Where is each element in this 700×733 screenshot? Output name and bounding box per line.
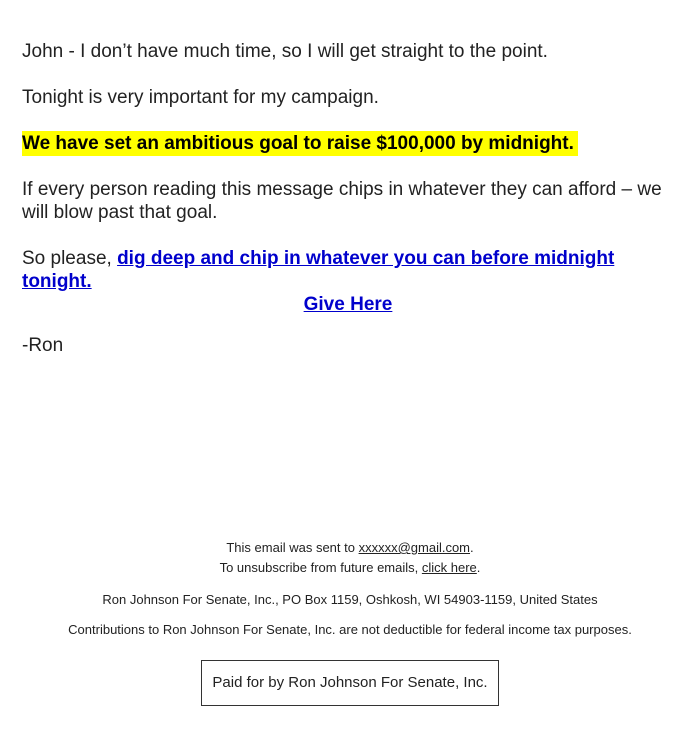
- unsubscribe-line: [0, 558, 700, 578]
- give-here-link[interactable]: Give Here: [303, 294, 393, 315]
- paid-for-disclaimer: Paid for by Ron Johnson For Senate, Inc.: [201, 660, 498, 706]
- email-footer: [0, 538, 700, 706]
- campaign-paragraph: Tonight is very important for my campaign.: [22, 87, 379, 108]
- sent-to-line: [0, 538, 700, 558]
- greeting-name: John: [22, 41, 64, 62]
- greeting-separator: -: [63, 41, 81, 62]
- unsubscribe-suffix: .: [476, 560, 481, 575]
- goal-highlight: We have set an ambitious goal to raise $100,000 by midnight.: [22, 131, 578, 156]
- dig-deep-link[interactable]: dig deep and chip in whatever you can before midnight tonight.: [22, 248, 615, 292]
- donate-paragraph: [22, 247, 674, 293]
- tax-disclaimer: Contributions to Ron Johnson For Senate, Inc. are not deductible for federal income tax purposes.: [68, 622, 632, 637]
- give-here-wrapper: [22, 293, 674, 316]
- donate-prefix: So please,: [22, 248, 118, 269]
- greeting-paragraph: [22, 40, 674, 63]
- sent-to-prefix: This email was sent to: [226, 540, 359, 555]
- sent-to-suffix: .: [470, 540, 474, 555]
- greeting-text: I don’t have much time, so I will get straight to the point.: [80, 41, 548, 62]
- goal-paragraph: [22, 132, 674, 155]
- recipient-email-link[interactable]: xxxxxx@gmail.com: [358, 540, 471, 555]
- unsubscribe-prefix: To unsubscribe from future emails,: [219, 560, 422, 575]
- email-body: [22, 40, 674, 380]
- unsubscribe-link[interactable]: click here: [421, 560, 477, 575]
- chip-in-paragraph: If every person reading this message chips in whatever they can afford – we will blow past that goal.: [22, 179, 662, 223]
- signature: -Ron: [22, 335, 64, 356]
- mailing-address: Ron Johnson For Senate, Inc., PO Box 1159, Oshkosh, WI 54903-1159, United States: [102, 592, 598, 607]
